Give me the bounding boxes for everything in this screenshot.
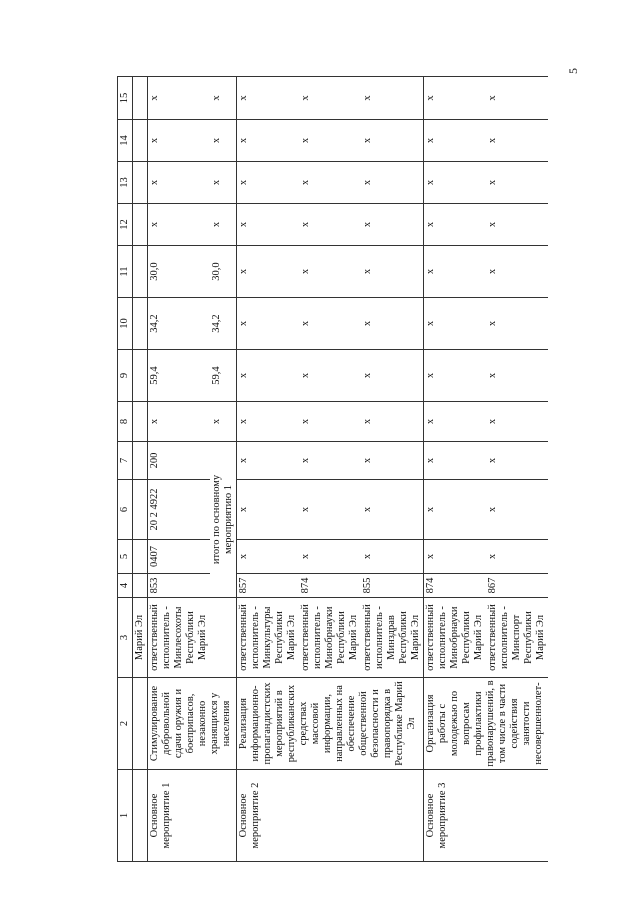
program-table: [117, 76, 548, 862]
header-cell: 2: [118, 678, 133, 770]
header-cell: 4: [118, 574, 133, 598]
event-name-cell: Основное мероприятие 2: [237, 770, 424, 862]
header-cell: 11: [118, 246, 133, 298]
header-cell: 9: [118, 350, 133, 402]
header-cell: 10: [118, 298, 133, 350]
header-cell: 3: [118, 598, 133, 678]
table-row: [133, 77, 148, 862]
event-description-cell: Организация работы с молодежью по вопросам профилактики правонарушений, в том числе в части содействия занятости несовершеннолет-: [424, 678, 549, 770]
table-row: ответственный исполнитель - Минобрнауки Республики Марий Эл 874 х х х х х х х х х х х: [299, 77, 361, 862]
header-cell: 6: [118, 480, 133, 540]
table-row: Основное мероприятие 2 Реализация информационно-пропагандистских мероприятий в республиканских средствах массовой информации, направленных на обеспечение общественной безопасности и правопорядка в Республике Марий Эл ответственный исполнитель - Минкультуры Республики Марий Эл 857 х х х х х х х х х х х: [237, 77, 300, 862]
total-label: итого по основному мероприятию 1: [210, 442, 237, 598]
table-row: ответственный исполнитель - Минздрав Республики Марий Эл 855 х х х х х х х х х х х: [361, 77, 424, 862]
header-row: [118, 77, 133, 862]
header-cell: 14: [118, 120, 133, 162]
responsible-cell: Марий Эл: [133, 598, 148, 678]
header-cell: 13: [118, 162, 133, 204]
event-name-cell: Основное мероприятие 3: [424, 770, 549, 862]
responsible-cell: ответственный исполнитель - Минкультуры Республики Марий Эл: [237, 598, 300, 678]
header-cell: 1: [118, 770, 133, 862]
header-cell: 15: [118, 77, 133, 120]
table-row: Основное мероприятие 3 Организация работы с молодежью по вопросам профилактики правонарушений, в том числе в части содействия занятости несовершеннолет- ответственный исполнитель - Минобрнауки Республики Марий Эл 874 х х х х х х х х х х х: [424, 77, 487, 862]
total-row: итого по основному мероприятию 1 х 59,4 34,2 30,0 х х х х: [210, 77, 237, 862]
responsible-cell: ответственный исполнитель - Минспорт Республики Марий Эл: [486, 598, 548, 678]
event-description-cell: Реализация информационно-пропагандистских мероприятий в республиканских средствах массовой информации, направленных на обеспечение общественной безопасности и правопорядка в Республике Марий Эл: [237, 678, 424, 770]
header-cell: 7: [118, 442, 133, 480]
header-cell: 12: [118, 204, 133, 246]
rotated-table-wrapper: [117, 77, 592, 862]
responsible-cell: ответственный исполнитель - Минздрав Республики Марий Эл: [361, 598, 424, 678]
responsible-cell: ответственный исполнитель - Минобрнауки Республики Марий Эл: [299, 598, 361, 678]
table-row: Основное мероприятие 1 Стимулирование добровольной сдачи оружия и боеприпасов, незаконно хранящихся у населения ответственный исполнитель - Минлесохоты Республики Марий Эл 853 0407 20 2 4922 200 х 59,4 34,2 30,0 х х х х: [148, 77, 211, 862]
table-row: ответственный исполнитель - Минспорт Республики Марий Эл 867 х х х х х х х х х х х: [486, 77, 548, 862]
responsible-cell: ответственный исполнитель - Минобрнауки Республики Марий Эл: [424, 598, 487, 678]
event-description-cell: Стимулирование добровольной сдачи оружия и боеприпасов, незаконно хранящихся у населения: [148, 678, 237, 770]
responsible-cell: ответственный исполнитель - Минлесохоты Республики Марий Эл: [148, 598, 211, 678]
header-cell: 5: [118, 540, 133, 574]
header-cell: 8: [118, 402, 133, 442]
page-number: 5: [566, 68, 580, 74]
event-name-cell: Основное мероприятие 1: [148, 770, 237, 862]
